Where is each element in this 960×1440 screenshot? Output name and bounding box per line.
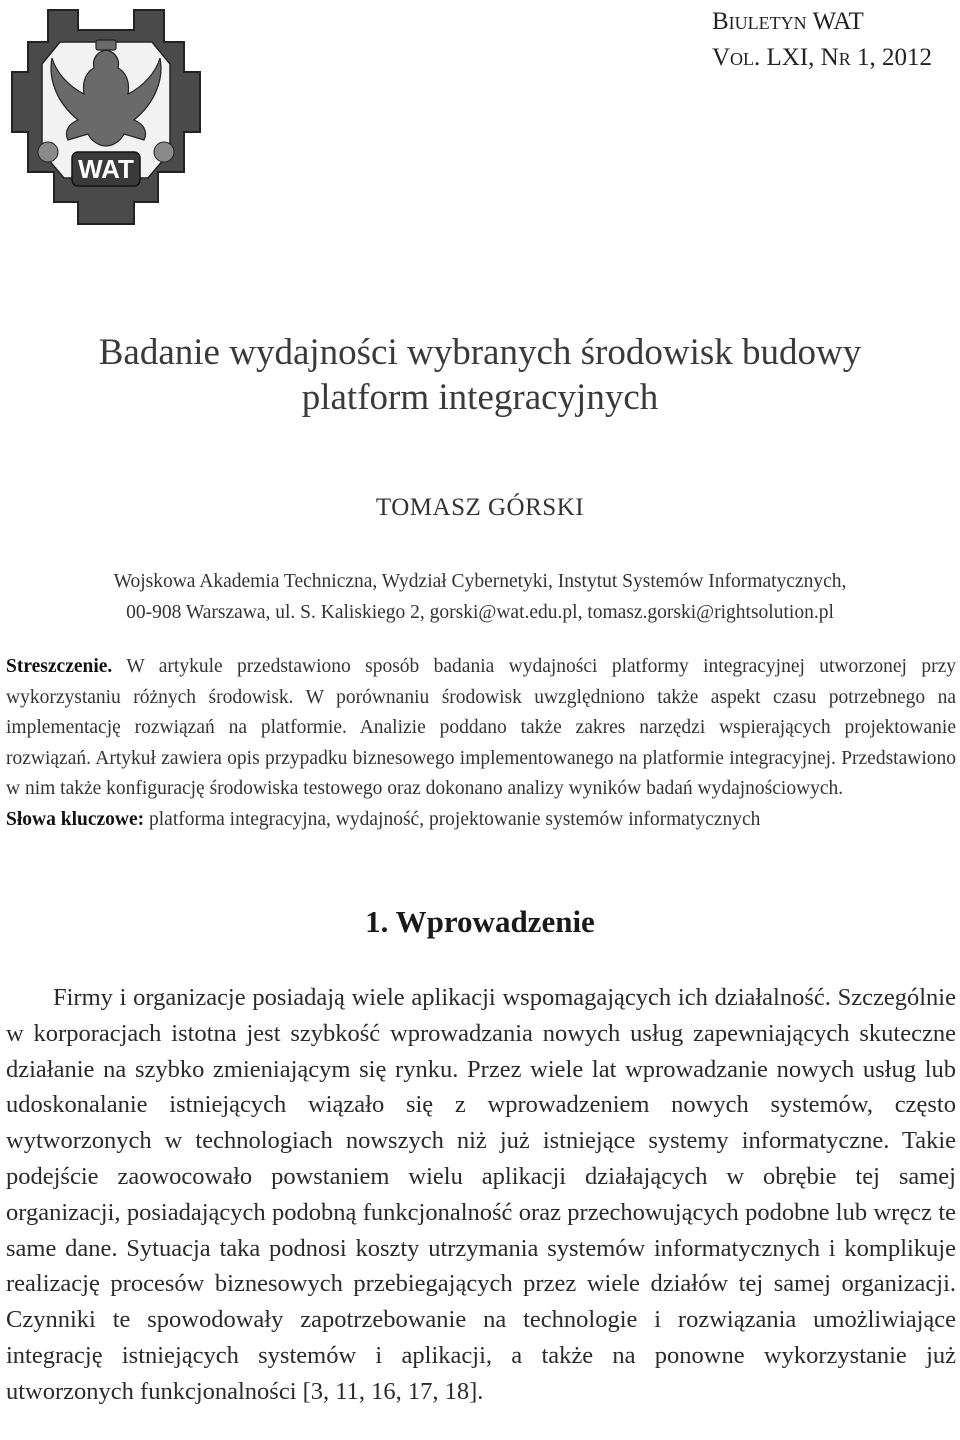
affiliation-line-1: Wojskowa Akademia Techniczna, Wydział Cybernetyki, Instytut Systemów Informatycznych,	[113, 571, 847, 592]
abstract-text: W artykule przedstawiono sposób badania wydajności platformy integracyjnej utworzonej przy wykorzystaniu różnych środowisk. W porównaniu środowisk uwzględniono także aspekt czasu potrzebnego na implementację rozwiązań na platformie. Analizie poddano także zakres narzędzi wspierających projektowanie rozwiązań. Artykuł zawiera opis przypadku biznesowego implementowanego na platformie integracyjnej. Przedstawiono w nim także konfigurację środowiska testowego oraz dokonano analizy wyników badań wydajnościowych.	[6, 656, 956, 800]
wat-emblem-logo	[8, 2, 204, 228]
article-title	[0, 330, 960, 420]
keywords-label: Słowa kluczowe:	[6, 808, 145, 830]
logo-wat-text: WAT	[78, 154, 134, 184]
journal-volume: Vol. LXI, Nr 1, 2012	[711, 44, 932, 71]
section-heading: 1. Wprowadzenie	[365, 904, 595, 939]
journal-header	[712, 4, 932, 76]
abstract-label: Streszczenie.	[6, 656, 113, 677]
body-paragraph: Firmy i organizacje posiadają wiele aplikacji wspomagających ich działalność. Szczególnie w korporacjach istotna jest szybkość wprowadzania nowych usług zapewniających skuteczne działanie na szybko zmieniającym się rynku. Przez wiele lat wprowadzanie nowych usług lub udoskonalanie istniejących wiązało się z wprowadzeniem nowych systemów, często wytworzonych w technologiach nowszych niż już istniejące systemy informatyczne. Takie podejście zaowocowało powstaniem wielu aplikacji działających w obrębie tej samej organizacji, posiadających podobną funkcjonalność oraz przechowujących podobne lub wręcz te same dane. Sytuacja taka podnosi koszty utrzymania systemów informatycznych i komplikuje realizację procesów biznesowych przebiegających przez wiele działów tej samej organizacji. Czynniki te spowodowały zapotrzebowanie na technologie i rozwiązania umożliwiające integrację istniejących systemów i aplikacji, a także na ponowne wykorzystanie już utworzonych funkcjonalności [3, 11, 16, 17, 18].	[6, 984, 956, 1405]
journal-name: Biuletyn WAT	[711, 8, 864, 35]
title-line-1: Badanie wydajności wybranych środowisk budowy	[98, 332, 862, 373]
title-line-2: platform integracyjnych	[301, 377, 659, 418]
author-name: TOMASZ GÓRSKI	[375, 494, 585, 521]
abstract	[6, 652, 956, 836]
author-affiliation	[0, 566, 960, 628]
keywords-text: platforma integracyjna, wydajność, projektowanie systemów informatycznych	[149, 808, 761, 830]
affiliation-line-2: 00-908 Warszawa, ul. S. Kaliskiego 2, gorski@wat.edu.pl, tomasz.gorski@rightsolution.pl	[126, 602, 834, 623]
